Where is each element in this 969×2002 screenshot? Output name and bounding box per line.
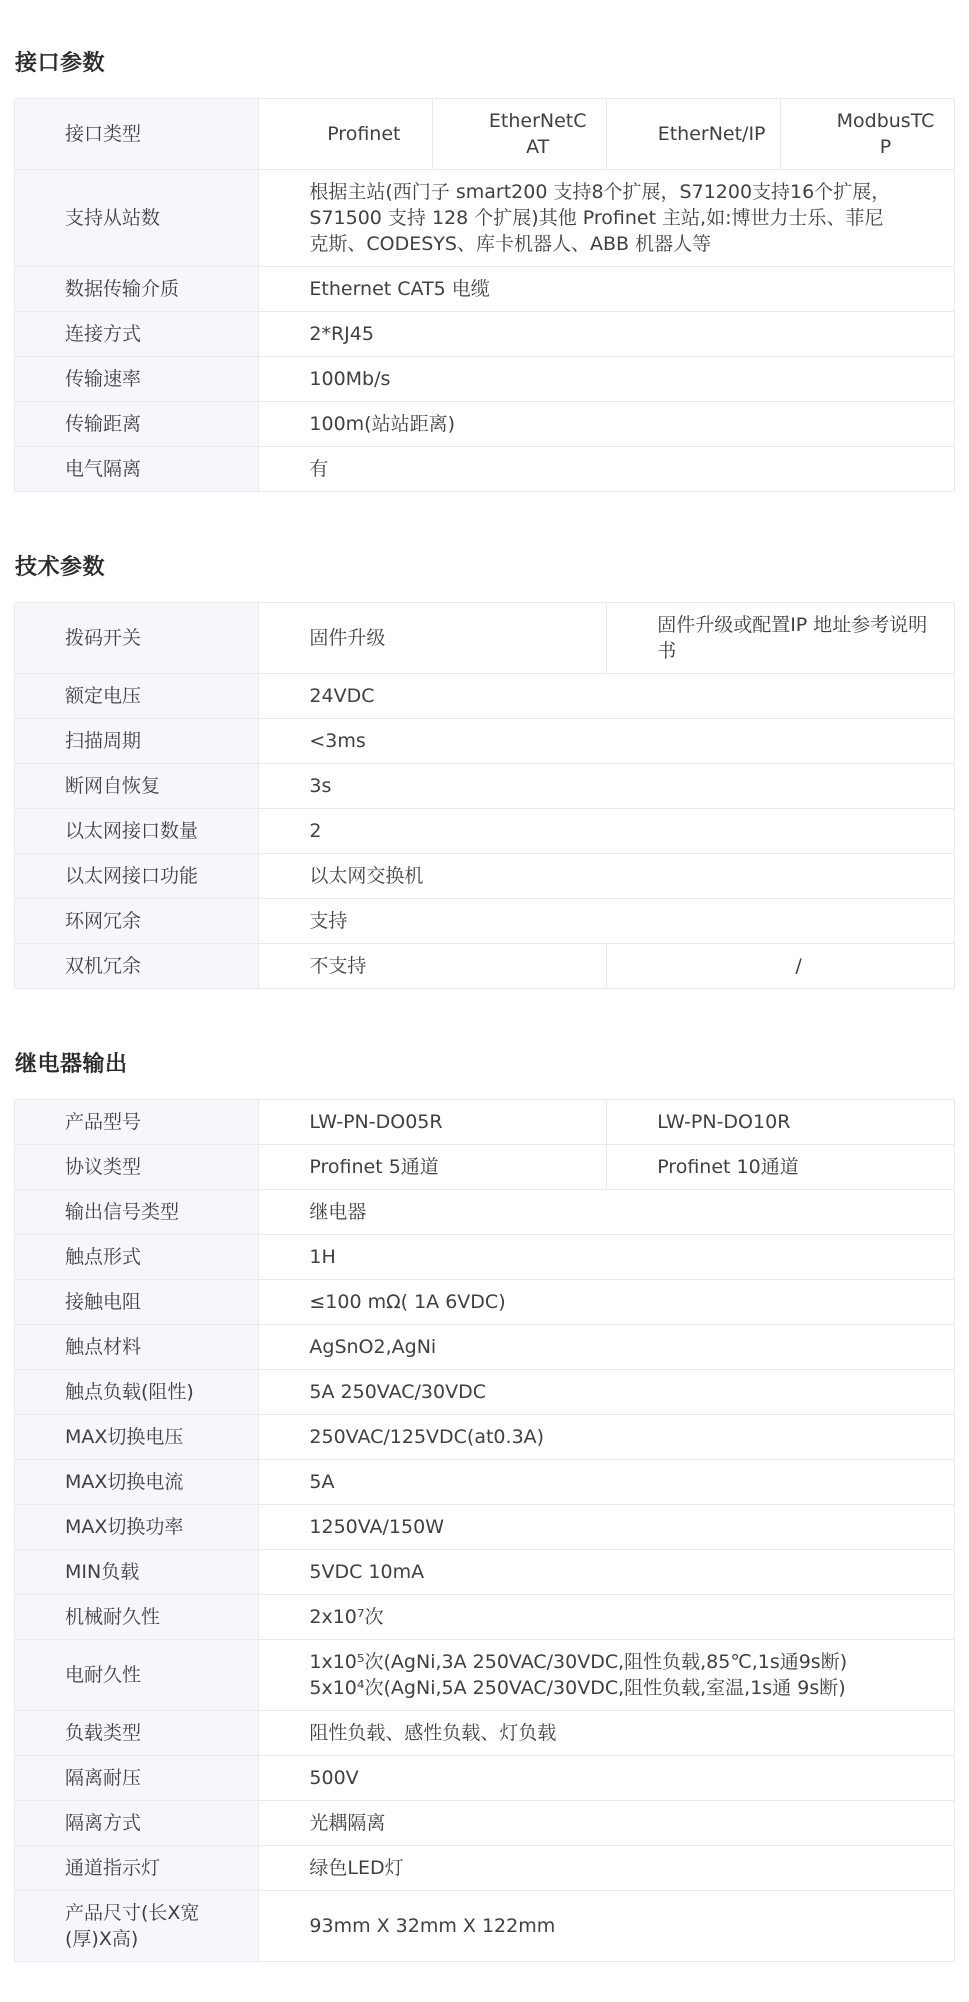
table-row	[15, 402, 955, 447]
row-value: 24VDC	[259, 674, 955, 719]
technical-params-table-mount	[14, 602, 955, 989]
table-row	[15, 603, 955, 674]
row-label: 触点材料	[15, 1325, 259, 1370]
row-value: 5VDC 10mA	[259, 1550, 955, 1595]
section-title-relay-output: 继电器输出	[15, 1052, 128, 1077]
row-label: 接触电阻	[15, 1280, 259, 1325]
row-value: 绿色LED灯	[259, 1846, 955, 1891]
row-label: 数据传输介质	[15, 267, 259, 312]
table-row	[15, 854, 955, 899]
row-label: 触点形式	[15, 1235, 259, 1280]
row-value: 阻性负载、感性负载、灯负载	[259, 1711, 955, 1756]
row-label: MIN负载	[15, 1550, 259, 1595]
row-label: 环网冗余	[15, 899, 259, 944]
row-label: 产品型号	[15, 1100, 259, 1145]
row-label: 电气隔离	[15, 447, 259, 492]
row-value: 500V	[259, 1756, 955, 1801]
table-row	[15, 1325, 955, 1370]
row-label: 负载类型	[15, 1711, 259, 1756]
table-row	[15, 1190, 955, 1235]
row-label: 产品尺寸(长X宽(厚)X高)	[15, 1891, 259, 1962]
row-label: 电耐久性	[15, 1640, 259, 1711]
row-value: ≤100 mΩ( 1A 6VDC)	[259, 1280, 955, 1325]
table-row	[15, 1505, 955, 1550]
table-row	[15, 1100, 955, 1145]
table-row	[15, 1550, 955, 1595]
row-label: 输出信号类型	[15, 1190, 259, 1235]
row-label: 机械耐久性	[15, 1595, 259, 1640]
table-row	[15, 312, 955, 357]
row-value: 3s	[259, 764, 955, 809]
table-row	[15, 1415, 955, 1460]
table-row	[15, 99, 955, 170]
table-row	[15, 1711, 955, 1756]
table-row	[15, 1280, 955, 1325]
interface-params-table-mount	[14, 98, 955, 492]
row-label: 协议类型	[15, 1145, 259, 1190]
row-value: 固件升级或配置IP 地址参考说明书	[607, 603, 955, 674]
table-row	[15, 944, 955, 989]
row-value: 93mm X 32mm X 122mm	[259, 1891, 955, 1962]
row-label: 以太网接口功能	[15, 854, 259, 899]
row-value: Profinet 5通道	[259, 1145, 607, 1190]
section-title-technical-params: 技术参数	[15, 555, 106, 580]
table-row	[15, 267, 955, 312]
spec-table-relay-output	[14, 1099, 955, 1962]
row-value: 2	[259, 809, 955, 854]
table-row	[15, 1595, 955, 1640]
row-value: 有	[259, 447, 955, 492]
row-value: EtherNet/IP	[607, 99, 781, 170]
section-relay-output	[14, 1047, 955, 1962]
row-value: 固件升级	[259, 603, 607, 674]
row-label: 拨码开关	[15, 603, 259, 674]
row-label: 传输距离	[15, 402, 259, 447]
row-label: 扫描周期	[15, 719, 259, 764]
row-label: 传输速率	[15, 357, 259, 402]
row-value: Profinet	[259, 99, 433, 170]
row-label: MAX切换电压	[15, 1415, 259, 1460]
row-label: 触点负载(阻性)	[15, 1370, 259, 1415]
table-row	[15, 1235, 955, 1280]
row-value: Profinet 10通道	[607, 1145, 955, 1190]
row-value: 100Mb/s	[259, 357, 955, 402]
row-value: 不支持	[259, 944, 607, 989]
row-value: 光耦隔离	[259, 1801, 955, 1846]
row-label: MAX切换功率	[15, 1505, 259, 1550]
row-value: /	[607, 944, 955, 989]
table-row	[15, 170, 955, 267]
row-value: 1x10⁵次(AgNi,3A 250VAC/30VDC,阻性负载,85℃,1s通9s断) 5x10⁴次(AgNi,5A 250VAC/30VDC,阻性负载,室温,1s通 9s断)	[259, 1640, 955, 1711]
row-label: 隔离方式	[15, 1801, 259, 1846]
row-value: 5A 250VAC/30VDC	[259, 1370, 955, 1415]
table-row	[15, 1801, 955, 1846]
row-value: 2x10⁷次	[259, 1595, 955, 1640]
row-label: 接口类型	[15, 99, 259, 170]
row-value: 以太网交换机	[259, 854, 955, 899]
relay-output-table-mount	[14, 1099, 955, 1962]
table-row	[15, 1846, 955, 1891]
table-row	[15, 1370, 955, 1415]
row-value: 支持	[259, 899, 955, 944]
table-row	[15, 719, 955, 764]
table-row	[15, 1460, 955, 1505]
table-row	[15, 447, 955, 492]
row-value: AgSnO2,AgNi	[259, 1325, 955, 1370]
row-value: 继电器	[259, 1190, 955, 1235]
row-label: 断网自恢复	[15, 764, 259, 809]
row-value: 5A	[259, 1460, 955, 1505]
row-value: <3ms	[259, 719, 955, 764]
table-row	[15, 1640, 955, 1711]
row-label: 额定电压	[15, 674, 259, 719]
row-label: 连接方式	[15, 312, 259, 357]
table-row	[15, 1145, 955, 1190]
row-value: 1H	[259, 1235, 955, 1280]
row-label: 通道指示灯	[15, 1846, 259, 1891]
spec-table-interface-params	[14, 98, 955, 492]
table-row	[15, 1891, 955, 1962]
row-label: 支持从站数	[15, 170, 259, 267]
row-label: 以太网接口数量	[15, 809, 259, 854]
row-value: 根据主站(西门子 smart200 支持8个扩展，S71200支持16个扩展， S71500 支持 128 个扩展)其他 Profinet 主站,如:博世力士乐、菲尼 克斯、CODESYS、库卡机器人、ABB 机器人等	[259, 170, 955, 267]
row-label: 隔离耐压	[15, 1756, 259, 1801]
row-value: 100m(站站距离)	[259, 402, 955, 447]
table-row	[15, 764, 955, 809]
row-label: MAX切换电流	[15, 1460, 259, 1505]
section-title-interface-params: 接口参数	[15, 51, 106, 76]
section-interface-params	[14, 46, 955, 492]
row-label: 双机冗余	[15, 944, 259, 989]
table-row	[15, 1756, 955, 1801]
row-value: EtherNetCAT	[433, 99, 607, 170]
spec-table-technical-params	[14, 602, 955, 989]
row-value: 250VAC/125VDC(at0.3A)	[259, 1415, 955, 1460]
table-row	[15, 357, 955, 402]
row-value: LW-PN-DO10R	[607, 1100, 955, 1145]
table-row	[15, 899, 955, 944]
row-value: 1250VA/150W	[259, 1505, 955, 1550]
section-technical-params	[14, 550, 955, 989]
row-value: 2*RJ45	[259, 312, 955, 357]
row-value: LW-PN-DO05R	[259, 1100, 607, 1145]
row-value: Ethernet CAT5 电缆	[259, 267, 955, 312]
row-value: ModbusTCP	[781, 99, 955, 170]
table-row	[15, 809, 955, 854]
table-row	[15, 674, 955, 719]
